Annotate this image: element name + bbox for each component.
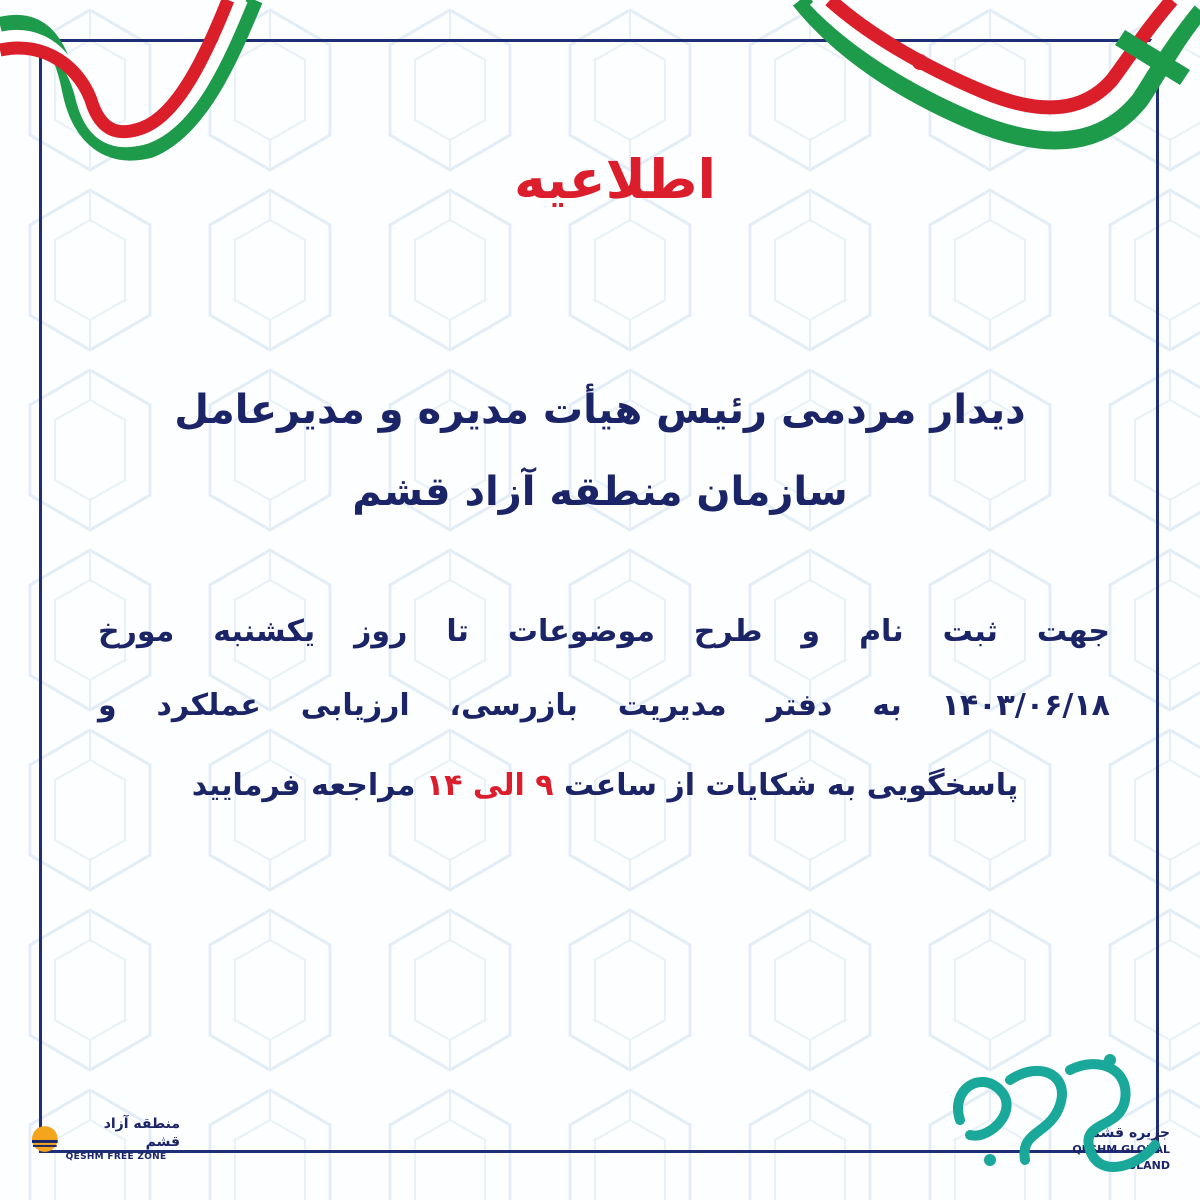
sun-icon — [30, 1124, 60, 1154]
logo-right-fa: جزیره قشم — [1089, 1125, 1170, 1141]
hour-from: ۹ — [535, 768, 554, 803]
logo-left-fa: منطقه آزاد قشم — [103, 1116, 180, 1150]
body-line-3-start: پاسخگویی به شکایات از ساعت — [553, 768, 1019, 803]
heading-line-1: دیدار مردمی رئیس هیأت مدیره و مدیرعامل — [174, 387, 1026, 433]
heading-line-2: سازمان منطقه آزاد قشم — [352, 469, 848, 515]
flag-ribbon-right — [780, 0, 1200, 180]
flag-ribbon-left — [0, 0, 270, 175]
qeshm-free-zone-logo — [30, 1116, 180, 1162]
body-line-1: جهت ثبت نام و طرح موضوعات تا روز یکشنبه مورخ — [98, 614, 1110, 649]
body-line-3 — [170, 762, 1040, 810]
body-line-3-end: مراجعه فرمایید — [191, 768, 426, 803]
notice-title: اطلاعیه — [513, 148, 717, 211]
emblem-icon — [912, 54, 928, 70]
body-line-2: ۱۴۰۳/۰۶/۱۸ به دفتر مدیریت بازرسی، ارزیابی عملکرد و — [98, 688, 1110, 723]
logo-left-en: QESHM FREE ZONE — [65, 1152, 167, 1162]
eghtesad-watermark-logo — [930, 1050, 1170, 1190]
hour-to: ۱۴ — [425, 768, 463, 803]
hour-separator: الی — [462, 768, 536, 803]
logo-right-en: QESHM GLOBAL ISLAND — [1072, 1143, 1170, 1172]
